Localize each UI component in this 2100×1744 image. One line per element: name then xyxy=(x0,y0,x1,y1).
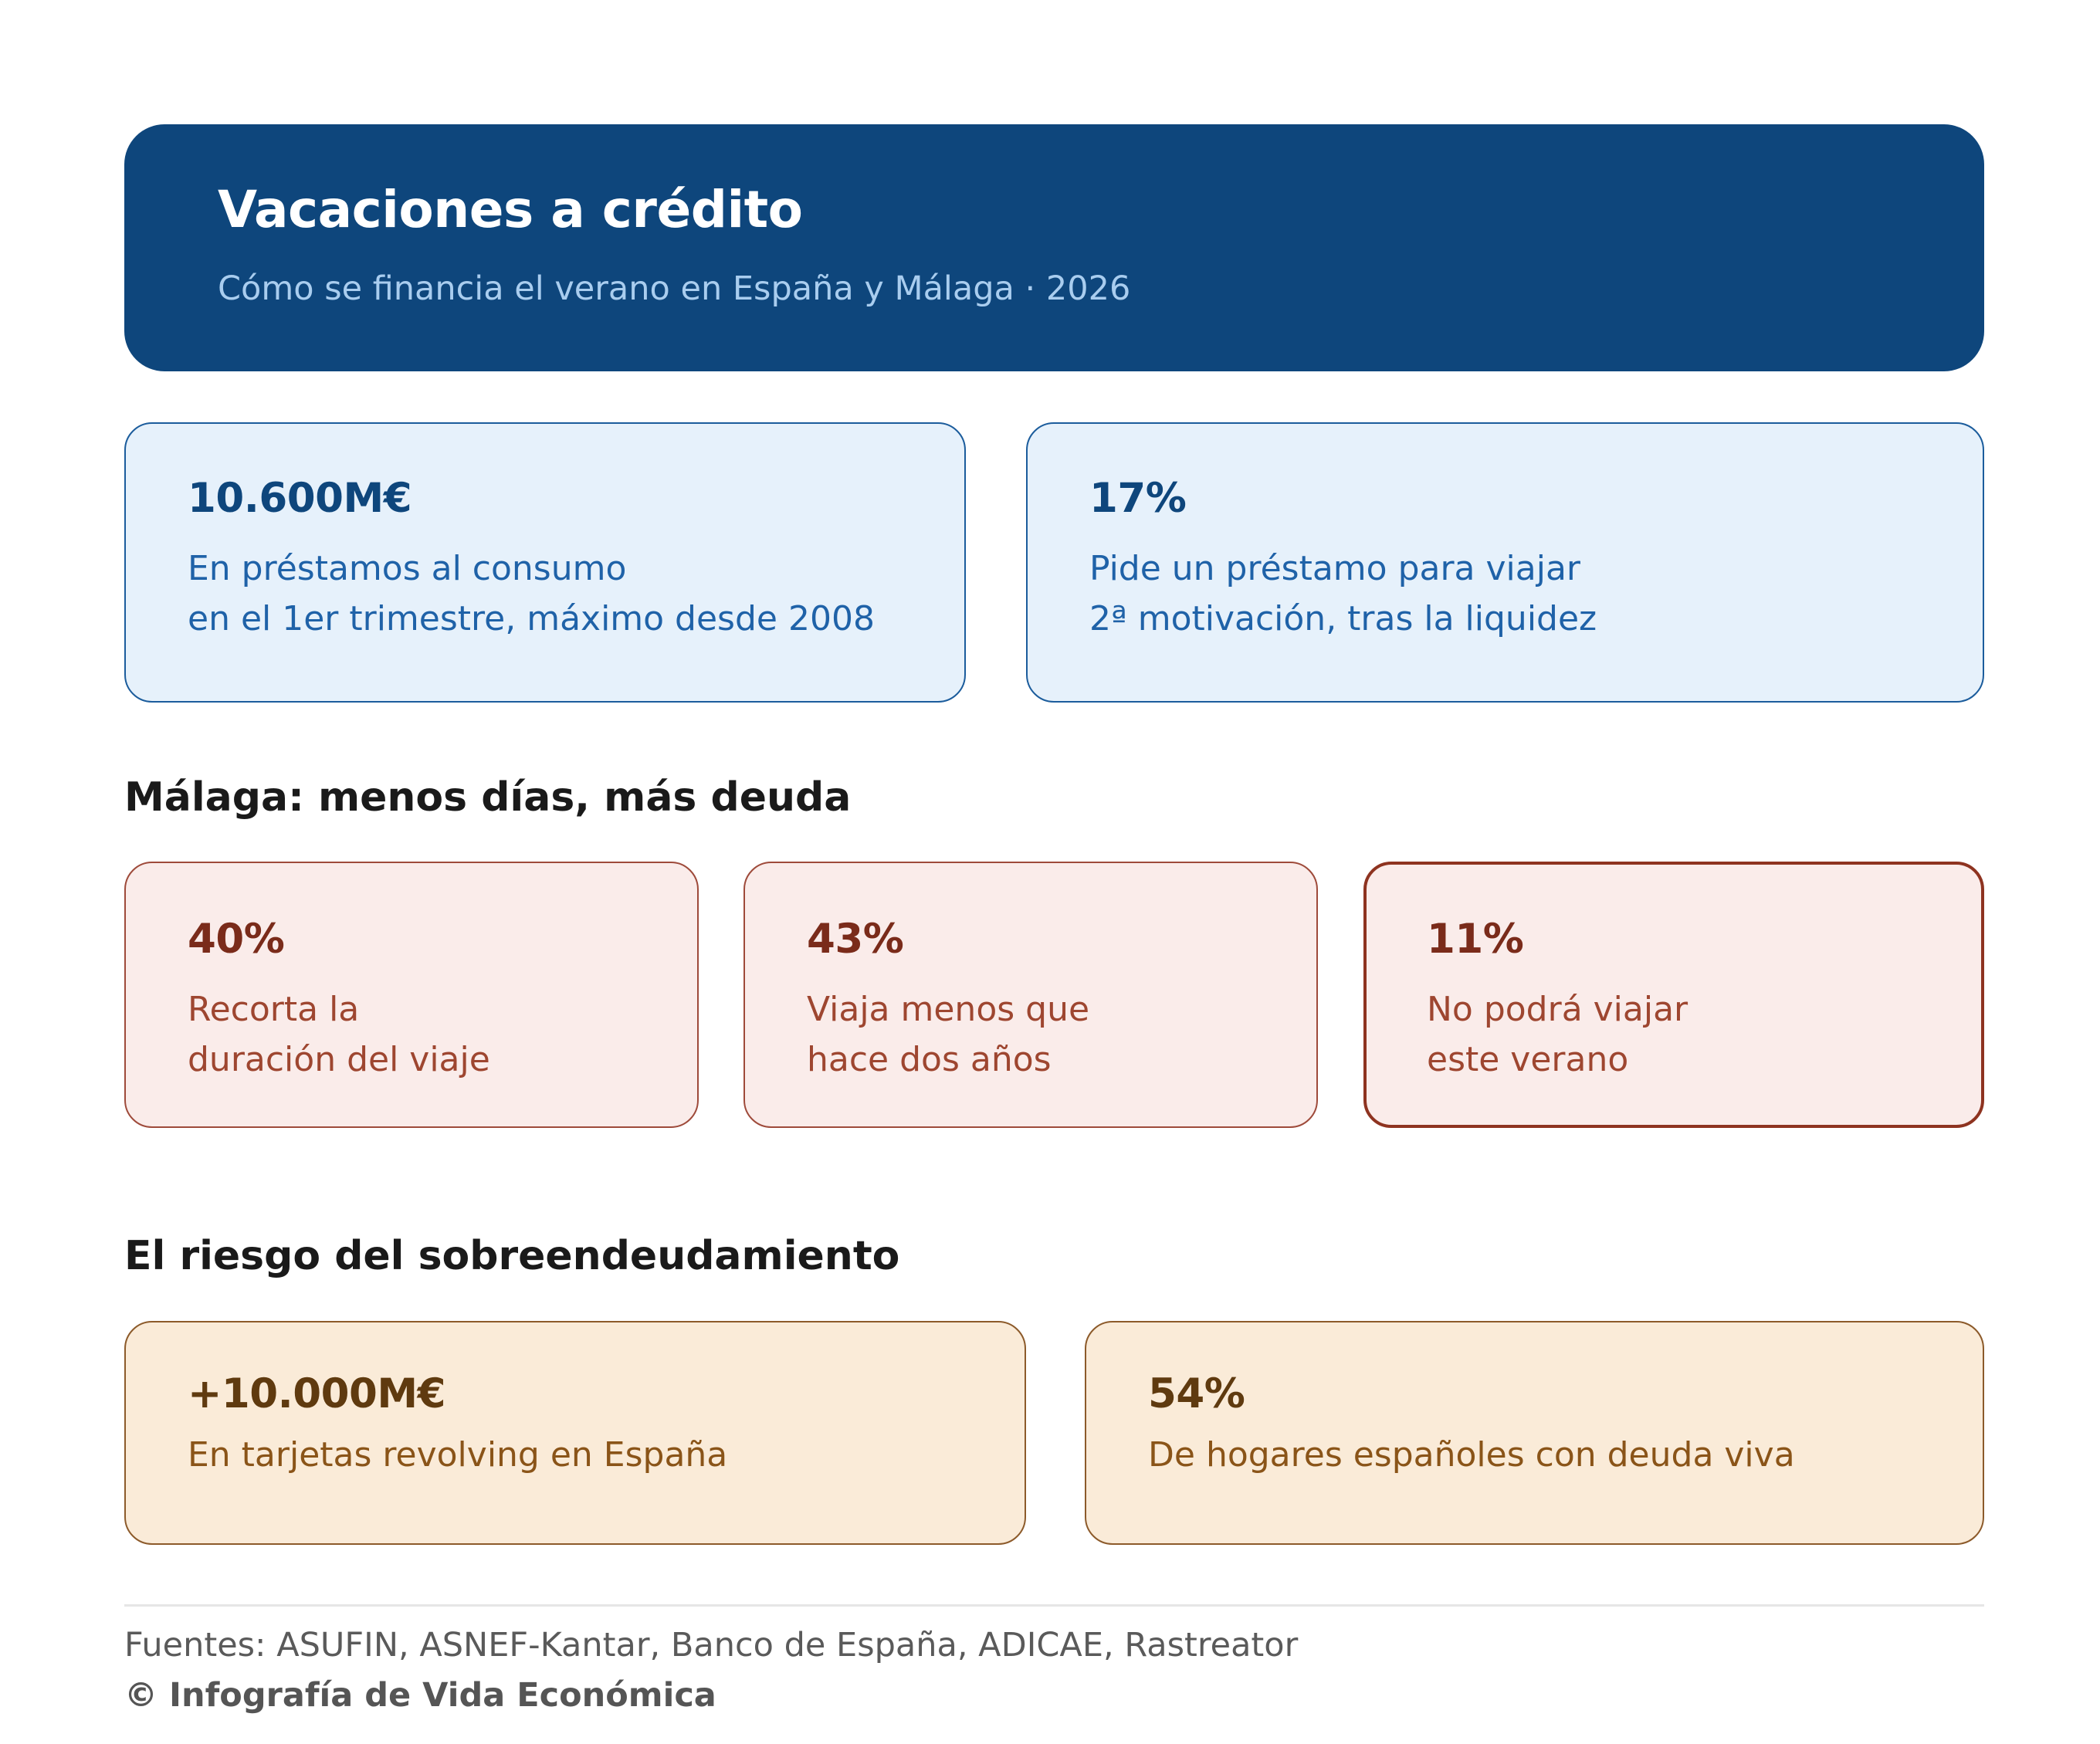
stat-description-line: En préstamos al consumo xyxy=(188,549,627,588)
stat-value: +10.000M€ xyxy=(188,1370,446,1417)
stat-description-line: Recorta la xyxy=(188,990,360,1029)
footer-divider xyxy=(124,1604,1984,1607)
footer-credit: © Infografía de Vida Económica xyxy=(124,1676,716,1715)
section-title-malaga: Málaga: menos días, más deuda xyxy=(124,774,852,821)
page-subtitle: Cómo se financia el verano en España y Málaga · 2026 xyxy=(218,269,1131,308)
stat-description-line: 2ª motivación, tras la liquidez xyxy=(1089,599,1597,638)
stat-description-line: en el 1er trimestre, máximo desde 2008 xyxy=(188,599,875,638)
stat-card-travel-less xyxy=(743,862,1318,1128)
stat-card-no-travel xyxy=(1363,862,1984,1128)
stat-description-line: Viaja menos que xyxy=(807,990,1090,1029)
stat-card-travel-loan xyxy=(1026,422,1984,703)
stat-description-line: En tarjetas revolving en España xyxy=(188,1435,728,1475)
stat-description-line: este verano xyxy=(1427,1040,1629,1079)
stat-card-household-debt xyxy=(1085,1321,1984,1545)
stat-value: 40% xyxy=(188,916,285,963)
stat-description-line: De hogares españoles con deuda viva xyxy=(1148,1435,1795,1475)
stat-description-line: Pide un préstamo para viajar xyxy=(1089,549,1581,588)
stat-card-revolving xyxy=(124,1321,1026,1545)
section-title-risk: El riesgo del sobreendeudamiento xyxy=(124,1233,900,1279)
stat-value: 43% xyxy=(807,916,904,963)
stat-card-shorter-trip xyxy=(124,862,699,1128)
stat-description-line: hace dos años xyxy=(807,1040,1052,1079)
stat-value: 10.600M€ xyxy=(188,475,412,522)
stat-card-consumer-loans xyxy=(124,422,966,703)
stat-value: 54% xyxy=(1148,1370,1245,1417)
footer-sources: Fuentes: ASUFIN, ASNEF-Kantar, Banco de España, ADICAE, Rastreator xyxy=(124,1626,1299,1664)
stat-description-line: No podrá viajar xyxy=(1427,990,1688,1029)
page-title: Vacaciones a crédito xyxy=(218,180,803,239)
header-banner xyxy=(124,124,1984,371)
stat-description-line: duración del viaje xyxy=(188,1040,490,1079)
stat-value: 11% xyxy=(1427,916,1524,963)
stat-value: 17% xyxy=(1089,475,1187,522)
